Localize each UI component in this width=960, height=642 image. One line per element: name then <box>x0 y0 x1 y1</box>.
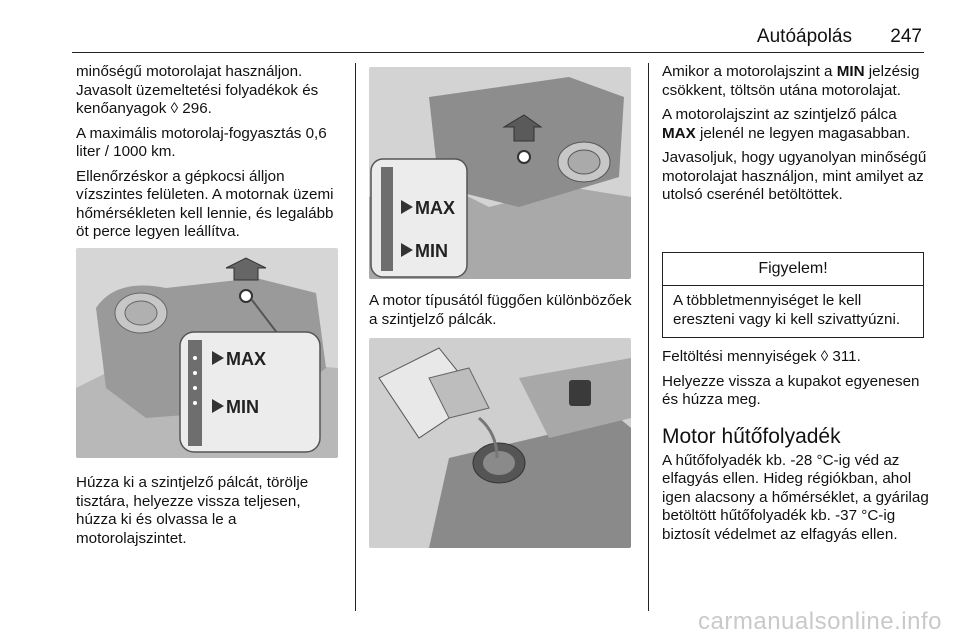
page-title: Autóápolás <box>756 26 852 47</box>
column-divider-2 <box>648 63 649 611</box>
column-3-lower <box>662 348 930 550</box>
figure-caption-1: Húzza ki a szintjelző pálcát, törölje tisztára, helyezze vissza teljesen, húzza ki és olvassa le a motorolajszintet. <box>76 474 309 547</box>
watermark: carmanualsonline.info <box>698 608 942 635</box>
paragraph: Helyezze vissza a kupakot egyenesen és húzza meg. <box>662 372 920 408</box>
column-divider-1 <box>355 63 356 611</box>
section-heading: Motor hűtőfolyadék <box>662 424 841 448</box>
min-mark-label: MIN <box>415 241 448 261</box>
page-number: 247 <box>890 26 922 47</box>
figure-dipstick-engine-1 <box>76 248 338 458</box>
paragraph: Amikor a motorolajszint a MIN jelzésig csökkent, töltsön utána motorolajat. <box>662 63 920 99</box>
figure-caption-2: A motor típusától függően különbözőek a szintjelző pálcák. <box>369 292 632 328</box>
column-1 <box>76 63 344 248</box>
paragraph: Feltöltési mennyiségek ◊ 311. <box>662 348 861 365</box>
warning-title: Figyelem! <box>663 253 923 286</box>
warning-body: A többletmennyiséget le kell ereszteni vagy ki kell szivattyúzni. <box>673 292 901 328</box>
page-header <box>72 24 924 53</box>
min-mark-label: MIN <box>226 397 259 417</box>
paragraph: Ellenőrzéskor a gépkocsi álljon vízszintes felületen. A motornak üzemi hőmérsékleten kell lennie, és legalább öt perce legyen leállítva. <box>76 167 334 240</box>
warning-box <box>662 252 924 338</box>
paragraph: A hűtőfolyadék kb. -28 °C-ig véd az elfagyás ellen. Hideg régiókban, ahol igen alacsony a hőmérséklet, a gyárilag betöltött hűtőfolyadék kb. -37 °C-ig biztosít védelmet az elfagyás ellen. <box>662 451 929 543</box>
figure-dipstick-engine-2 <box>369 67 631 279</box>
paragraph: Javasoljuk, hogy ugyanolyan minőségű motorolajat használjon, mint amilyet az utolsó cserénél betöltöttek. <box>662 149 927 203</box>
paragraph: A maximális motorolaj-fogyasztás 0,6 liter / 1000 km. <box>76 124 327 160</box>
max-mark-label: MAX <box>226 349 266 369</box>
column-3 <box>662 63 930 211</box>
figure-oil-filling <box>369 338 631 548</box>
max-mark-label: MAX <box>415 198 455 218</box>
paragraph: minőségű motorolajat használjon. Javasolt üzemeltetési folyadékok és kenőanyagok ◊ 296. <box>76 63 319 117</box>
paragraph: A motorolajszint az szintjelző pálca MAX jelenél ne legyen magasabban. <box>662 106 911 142</box>
